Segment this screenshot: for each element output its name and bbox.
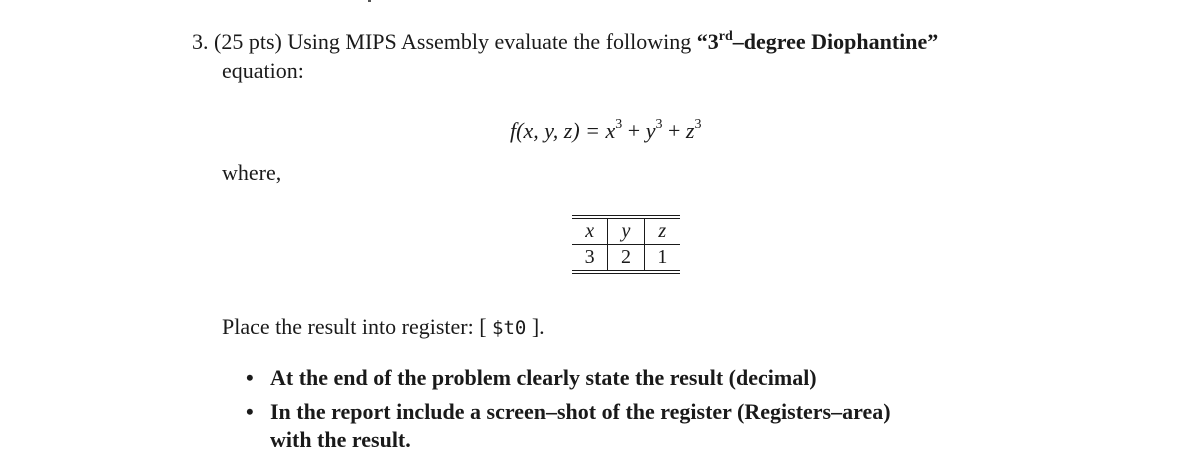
- register-name: $t0: [492, 317, 527, 339]
- formula-x: x: [605, 118, 616, 143]
- title-number: 3: [707, 29, 719, 54]
- bullet-icon: •: [246, 365, 254, 390]
- header-y: y: [607, 219, 643, 244]
- formula-plus-1: +: [622, 118, 646, 143]
- bullet-text-2b: with the result.: [270, 427, 411, 452]
- problem-statement-line1: [192, 27, 938, 57]
- table-header-row: [572, 219, 680, 245]
- title-ordinal: rd: [718, 29, 733, 44]
- open-bracket: [: [479, 314, 487, 339]
- table-value-row: [572, 245, 680, 270]
- list-item: [246, 398, 1066, 454]
- bullet-text-2a: In the report include a screen–shot of the register (Registers–area): [270, 399, 891, 424]
- problem-number: 3.: [192, 29, 209, 54]
- formula-x-exp: 3: [615, 117, 623, 132]
- close-bracket: ].: [531, 314, 545, 339]
- formula-z: z: [685, 118, 695, 143]
- formula-lhs: f(x, y, z) =: [510, 118, 606, 143]
- formula-z-exp: 3: [694, 117, 702, 132]
- list-item: [246, 364, 1066, 392]
- place-result-instruction: [222, 312, 545, 343]
- equation-title: [697, 29, 939, 54]
- value-x: 3: [584, 246, 595, 268]
- title-rest: –degree Diophantine: [732, 29, 928, 54]
- bullet-text-1: At the end of the problem clearly state the result (decimal): [270, 365, 817, 390]
- table-bottom-rule: [572, 270, 680, 274]
- formula-y: y: [645, 118, 656, 143]
- open-quote: “: [696, 29, 708, 54]
- top-edge-mark: [368, 0, 371, 2]
- where-label: where,: [222, 160, 282, 185]
- problem-intro: Using MIPS Assembly evaluate the following: [287, 29, 692, 54]
- formula-plus-2: +: [662, 118, 686, 143]
- close-quote: ”: [927, 29, 939, 54]
- requirements-list: [246, 364, 1066, 460]
- bullet-icon: •: [246, 399, 254, 424]
- place-text: Place the result into register:: [222, 314, 474, 339]
- value-z: 1: [644, 245, 680, 270]
- header-x: x: [585, 220, 595, 242]
- problem-statement-line2: equation:: [222, 58, 304, 83]
- formula-y-exp: 3: [655, 117, 663, 132]
- header-z: z: [644, 219, 680, 244]
- value-y: 2: [607, 245, 643, 270]
- values-table: [572, 215, 680, 274]
- diophantine-formula: [510, 116, 701, 146]
- problem-points: (25 pts): [214, 29, 282, 54]
